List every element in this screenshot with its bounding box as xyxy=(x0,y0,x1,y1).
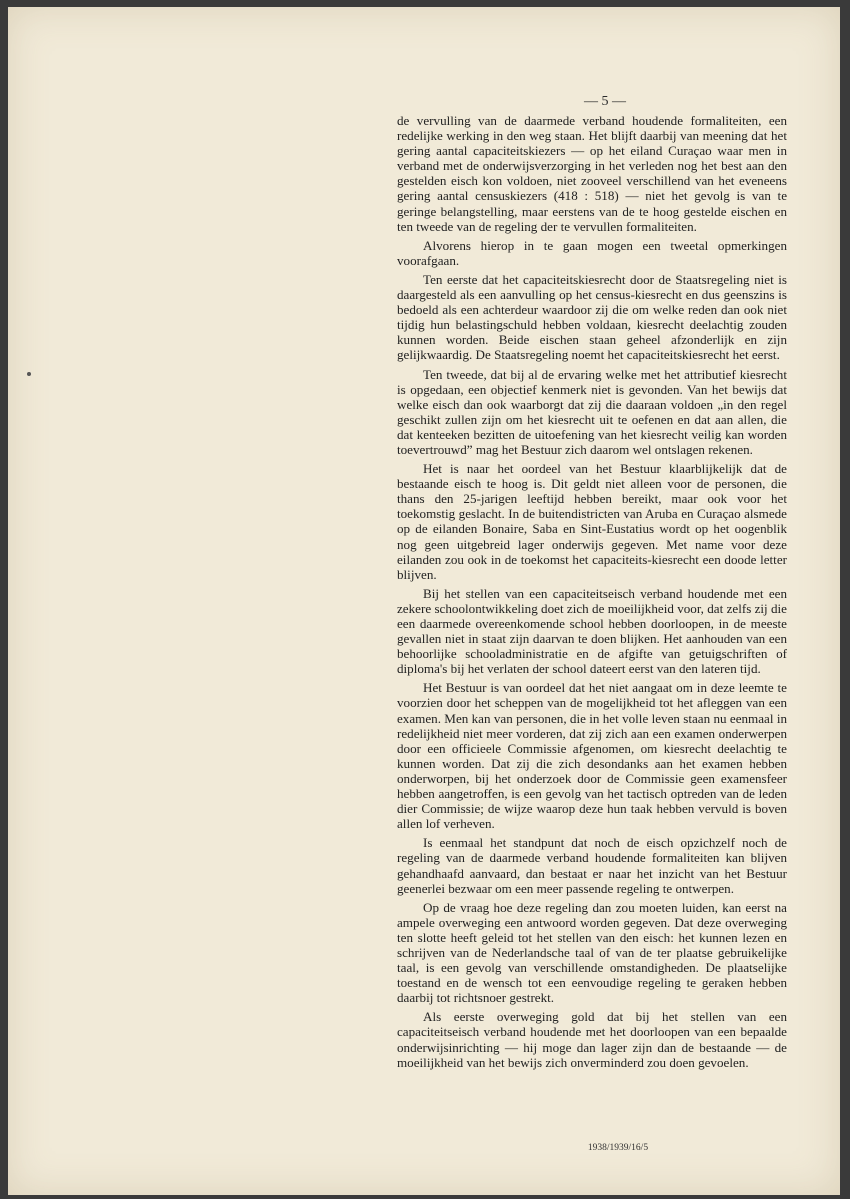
paragraph: Het is naar het oordeel van het Bestuur klaarblijkelijk dat de bestaande eisch te hoog is. Dit geldt niet alleen voor de personen, die thans den 25-jarigen leeftijd hebben bereikt, maar ook voor het toekomstig geslacht. In de buitendistricten van Aruba en Curaçao alsmede op de eilanden Bonaire, Saba en Sint-Eustatius wordt op het oogenblik nog geen uitgebreid lager onderwijs gegeven. Met name voor deze eilanden zou ook in de toekomst het capaciteits-kiesrecht een doode letter blijven. xyxy=(397,461,787,582)
paragraph: Het Bestuur is van oordeel dat het niet aangaat om in deze leemte te voorzien door het scheppen van de mogelijkheid tot het afleggen van een examen. Men kan van personen, die in het volle leven staan nu eenmaal in redelijkheid niet meer vorderen, dat zij zich aan een examen onderwerpen door een officieele Commissie afgenomen, om kiesrecht deelachtig te kunnen worden. Dat zij die zich desondanks aan het examen hebben onderworpen, bij het onderzoek door de Commissie geen examensfeer hebben aangetroffen, is een gevolg van het tactisch optreden van de leden dier Commissie; de wijze waarop deze hun taak hebben vervuld is boven allen lof verheven. xyxy=(397,680,787,832)
paragraph: Is eenmaal het standpunt dat noch de eisch opzichzelf noch de regeling van de daarmede verband houdende formaliteiten kan blijven gehandhaafd aanvaard, dan bestaat er naar het inzicht van het Bestuur geenerlei bezwaar om een meer passende regeling te ontwerpen. xyxy=(397,835,787,896)
page-number: — 5 — xyxy=(584,94,626,109)
margin-mark xyxy=(27,372,31,376)
paragraph: de vervulling van de daarmede verband houdende formaliteiten, een redelijke werking in den weg staan. Het blijft daarbij van meening dat het gering aantal capaciteitskiezers — op het eiland Curaçao waar men in verband met de onderwijsverzorging in het verleden nog het best aan den gestelden eisch kon voldoen, niet zooveel verschillend van het eveneens gering aantal censuskiezers (418 : 518) — niet het gevolg is van te geringe belangstelling, maar eerstens van de te hoog gestelde eischen en ten tweede van de regeling der te vervullen formaliteiten. xyxy=(397,113,787,234)
paragraph: Alvorens hierop in te gaan mogen een tweetal opmerkingen voorafgaan. xyxy=(397,237,787,268)
document-page xyxy=(8,7,840,1195)
paragraph: Ten tweede, dat bij al de ervaring welke met het attributief kiesrecht is opgedaan, een objectief kenmerk niet is gevonden. Van het bewijs dat welke eisch dan ook waarborgt dat zij die daaraan voldoen „in den regel geschikt zullen zijn om het kiesrecht uit te oefenen en dat aan allen, die dat kenteeken bezitten de uitoefening van het kiesrecht veilig kan worden toevertrouwd” mag het Bestuur zich daarom wel ontslagen rekenen. xyxy=(397,366,787,457)
paragraph: Op de vraag hoe deze regeling dan zou moeten luiden, kan eerst na ampele overweging een antwoord worden gegeven. Dat deze overweging ten slotte heeft geleid tot het stellen van den eisch: het kunnen lezen en schrijven van de Nederlandsche taal of van de ter plaatse gebruikelijke taal, is een gevolg van verschillende omstandigheden. De plaatselijke toestand en de wensch tot een eenvoudige regeling te geraken hebben daarbij tot richtsnoer gestrekt. xyxy=(397,899,787,1006)
paragraph: Als eerste overweging gold dat bij het stellen van een capaciteitseisch verband houdende met het doorloopen van een bepaalde onderwijsinrichting — hij moge dan lager zijn dan de bestaande — de moeilijkheid van het bewijs zich onverminderd zou doen gevoelen. xyxy=(397,1009,787,1070)
footer-reference: 1938/1939/16/5 xyxy=(587,1143,649,1153)
body-text xyxy=(397,113,787,1074)
paragraph: Bij het stellen van een capaciteitseisch verband houdende met een zekere schoolontwikkeling doet zich de moeilijkheid voor, dat zelfs zij die een daarmede overeenkomende school hebben doorloopen, in de meeste gevallen niet in staat zijn daarvan te doen blijken. Het aanhouden van een behoorlijke schooladministratie en de afgifte van getuigschriften of diploma's bij het verlaten der school dateert eerst van den lateren tijd. xyxy=(397,585,787,677)
paragraph: Ten eerste dat het capaciteitskiesrecht door de Staatsregeling niet is daargesteld als een aanvulling op het census-kiesrecht en dus geenszins is bedoeld als een achterdeur waardoor zij die om welke reden dan ook niet tijdig hun belastingschuld hebben voldaan, kiesrecht deelachtig zouden kunnen worden. Beide eischen staan geheel afzonderlijk en zijn gelijkwaardig. De Staatsregeling noemt het capaciteitskiesrecht het eerst. xyxy=(397,271,787,363)
